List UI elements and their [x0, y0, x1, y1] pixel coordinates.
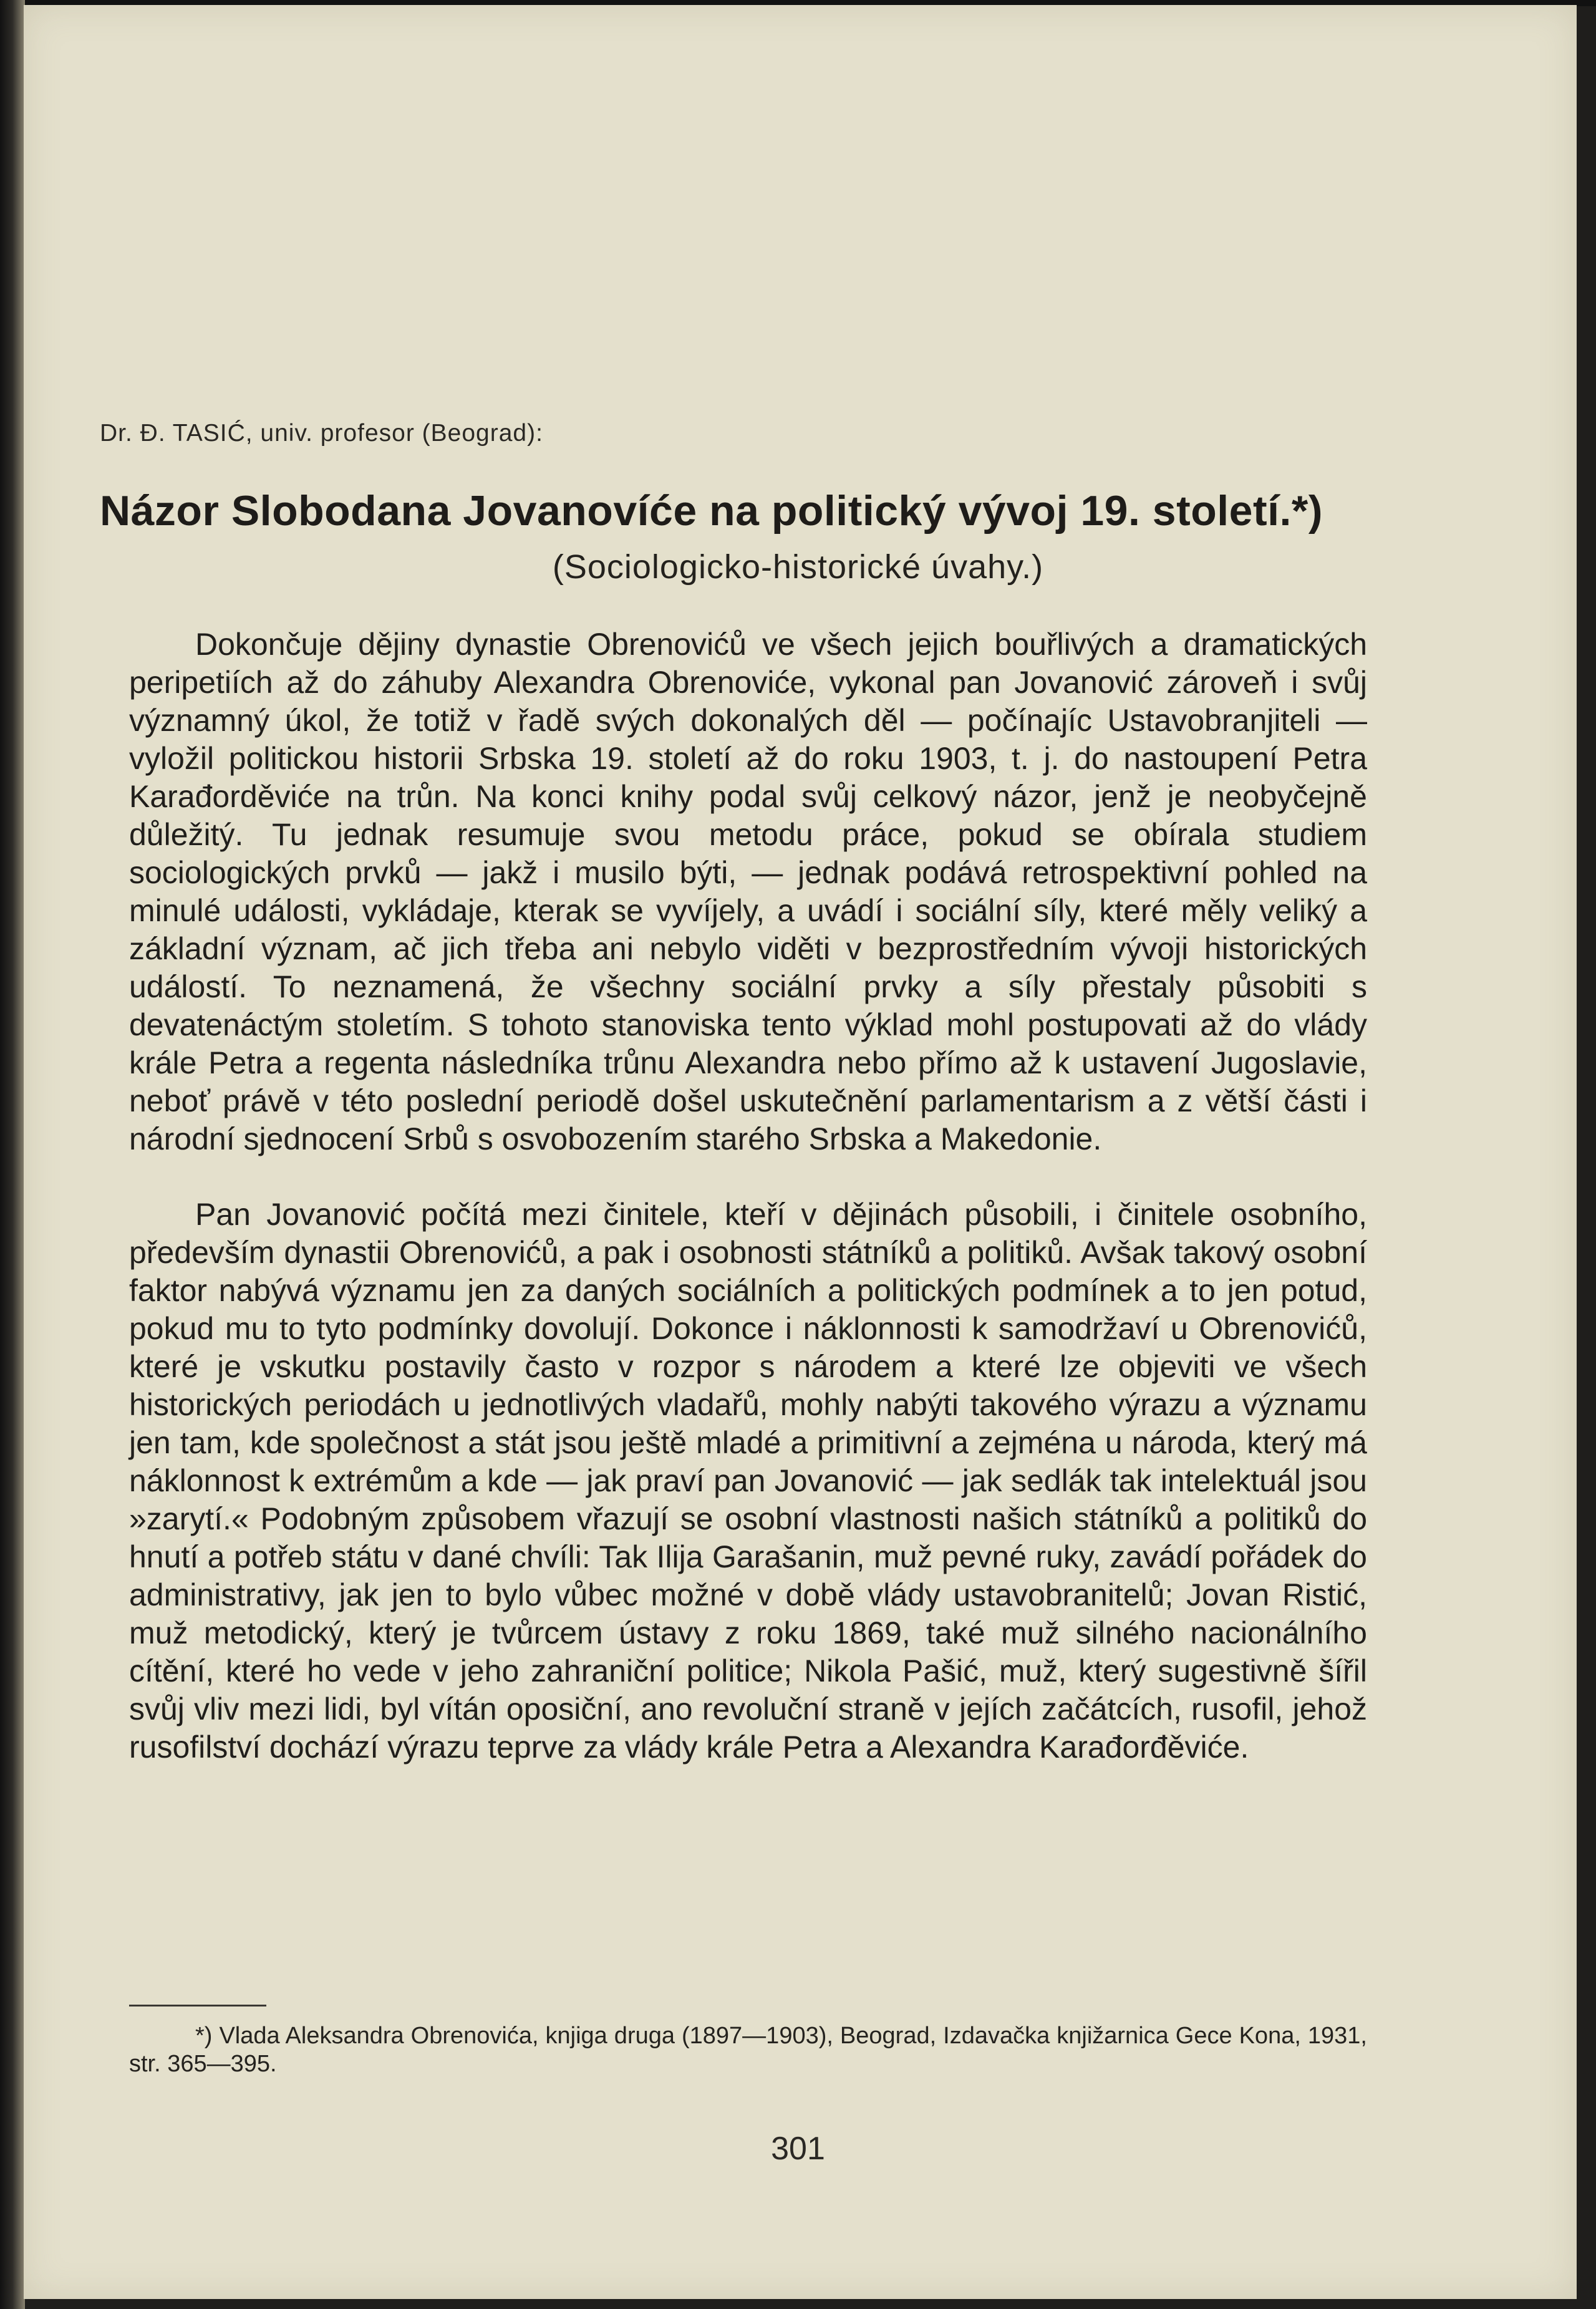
article-title: Názor Slobodana Jovanovíće na politický vývoj 19. století.*)	[100, 487, 1323, 535]
book-spine-shadow	[0, 0, 25, 2309]
page-number: 301	[771, 2131, 825, 2167]
paragraph: Dokončuje dějiny dynastie Obrenovićů ve všech jejich bouřlivých a dramatických peripetiích až do záhuby Alexandra Obrenoviće, vykonal pan Jovanović zároveň i svůj významný úkol, že totiž v řadě svých dokonalých děl — počínajíc Ustavobranjiteli — vyložil politickou historii Srbska 19. století až do roku 1903, t. j. do nastoupení Petra Karađorděviće na trůn. Na konci knihy podal svůj celkový názor, jenž je neobyčejně důležitý. Tu jednak resumuje svou metodu práce, pokud se obírala studiem sociologických prvků — jakž i musilo býti, — jednak podává retrospektivní pohled na minulé události, vykládaje, kterak se vyvíjely, a uvádí i sociální síly, které měly veliký a základní význam, ač jich třeba ani nebylo viděti v bezprostředním vývoji historických událostí. To neznamená, že všechny sociální prvky a síly přestaly působiti s devatenáctým stoletím. S tohoto stanoviska tento výklad mohl postupovati až do vlády krále Petra a regenta následníka trůnu Alexandra nebo přímo až k ustavení Jugoslavie, neboť právě v této poslední periodě došel uskutečnění parlamentarism a z větší části i národní sjednocení Srbů s osvobozením starého Srbska a Makedonie.	[129, 627, 1367, 1156]
author-byline: Dr. Đ. TASIĆ, univ. profesor (Beograd):	[100, 420, 543, 447]
footnote-text: *) Vlada Aleksandra Obrenovića, knjiga druga (1897—1903), Beograd, Izdavačka knjižarnica Gece Kona, 1931, str. 365—395.	[129, 2023, 1367, 2077]
article-subtitle: (Sociologicko-historické úvahy.)	[552, 548, 1044, 586]
article-body	[129, 626, 1367, 1766]
footnote-divider	[129, 2005, 266, 2006]
paragraph: Pan Jovanović počítá mezi činitele, kteří v dějinách působili, i činitele osobního, především dynastii Obrenovićů, a pak i osobnosti státníků a politiků. Avšak takový osobní faktor nabývá významu jen za daných sociálních a politických podmínek a to jen potud, pokud mu to tyto podmínky dovolují. Dokonce i náklonnosti k samodržaví u Obrenovićů, které je vskutku postavily často v rozpor s národem a které lze objeviti ve všech historických periodách u jednotlivých vladařů, mohly nabýti takového výrazu a významu jen tam, kde společnost a stát jsou ještě mladé a primitivní a zejména u národa, který má náklonnost k extrémům a kde — jak praví pan Jovanović — jak sedlák tak intelektuál jsou »zarytí.« Podobným způsobem vřazují se osobní vlastnosti našich státníků a politiků do hnutí a potřeb státu v dané chvíli: Tak Ilija Garašanin, muž pevné ruky, zavádí pořádek do administrativy, jak jen to bylo vůbec možné v době vlády ustavobranitelů; Jovan Ristić, muž metodický, který je tvůrcem ústavy z roku 1869, také muž silného nacionálního cítění, které ho vede v jeho zahraniční politice; Nikola Pašić, muž, který sugestivně šířil svůj vliv mezi lidi, byl vítán oposiční, ano revoluční straně v jejích začátcích, rusofil, jehož rusofilství dochází výrazu teprve za vlády krále Petra a Alexandra Karađorđěviće.	[129, 1197, 1367, 1764]
footnote	[129, 2022, 1367, 2078]
